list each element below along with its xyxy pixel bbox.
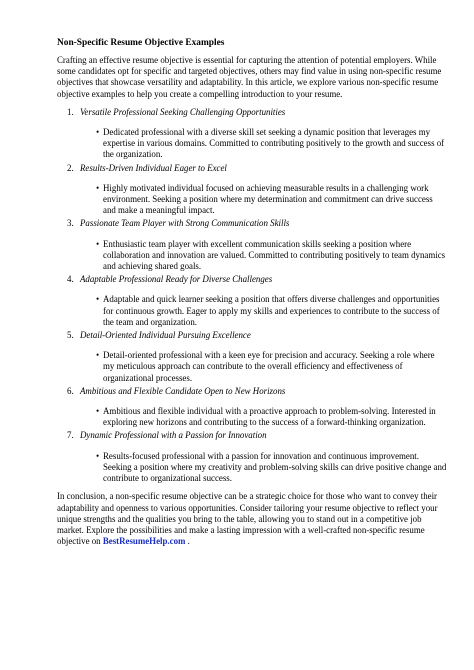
bullet-icon: • [96, 127, 100, 138]
objective-bullet [96, 127, 447, 161]
objective-list [57, 107, 447, 484]
objective-bullet [96, 450, 447, 485]
best-resume-help-link[interactable]: BestResumeHelp.com [102, 536, 186, 547]
bullet-icon: • [96, 350, 100, 361]
objective-bullet [96, 238, 447, 273]
objective-bullet [96, 406, 447, 428]
objective-heading-text: Passionate Team Player with Strong Communication Skills [80, 218, 290, 229]
objective-heading [57, 163, 447, 174]
objective-number: 4. [67, 274, 74, 285]
list-item [57, 430, 447, 484]
list-item [57, 330, 447, 384]
objective-heading [57, 430, 447, 441]
objective-heading [57, 107, 447, 118]
objective-heading-text: Adaptable Professional Ready for Diverse Challenges [80, 274, 273, 285]
bullet-icon: • [96, 406, 100, 417]
objective-number: 2. [67, 162, 74, 173]
conclusion-end: . [185, 536, 190, 547]
intro-paragraph: Crafting an effective resume objective is essential for capturing the attention of potential employers. While some candidates opt for specific and targeted objectives, others may find value in using non-specific resume objectives that showcase versatility and adaptability. In this article, we explore various non-specific resume objective examples to help you create a compelling introduction to your resume. [57, 55, 442, 99]
bullet-icon: • [96, 182, 100, 193]
objective-heading [57, 386, 447, 397]
objective-heading-text: Detail-Oriented Individual Pursuing Excellence [80, 330, 251, 341]
objective-bullet-text: Detail-oriented professional with a keen eye for precision and accuracy. Seeking a role where my meticulous approach can contribute to the overall efficiency and effectiveness of organizational processes. [103, 350, 435, 383]
objective-heading [57, 330, 447, 341]
objective-bullet-text: Enthusiastic team player with excellent communication skills seeking a position where collaboration and innovation are valued. Committed to contributing positively to team dynamics and achieving shared goals. [103, 238, 446, 272]
objective-bullet [96, 182, 447, 217]
objective-bullet-text: Ambitious and flexible individual with a proactive approach to problem-solving. Interested in exploring new horizons and contributing to the success of a forward-thinking organization. [103, 406, 436, 428]
bullet-icon: • [96, 238, 100, 249]
objective-bullet-text: Highly motivated individual focused on achieving measurable results in a challenging work environment. Seeking a position where my determination and commitment can drive success and make a meaningful impact. [103, 182, 433, 216]
list-item [57, 274, 447, 328]
objective-number: 6. [67, 385, 74, 396]
objective-heading [57, 274, 447, 285]
objective-heading-text: Versatile Professional Seeking Challenging Opportunities [80, 106, 286, 117]
list-item [57, 386, 447, 429]
list-item [57, 218, 447, 272]
bullet-icon: • [96, 450, 100, 461]
list-item [57, 163, 447, 217]
objective-heading-text: Results-Driven Individual Eager to Excel [80, 162, 227, 173]
document-title: Non-Specific Resume Objective Examples [57, 38, 225, 48]
objective-bullet-text: Dedicated professional with a diverse skill set seeking a dynamic position that leverages my expertise in various domains. Committed to contributing positively to the growth and success of the organization. [103, 127, 445, 160]
objective-number: 1. [67, 106, 74, 117]
objective-heading [57, 218, 447, 229]
bullet-icon: • [96, 294, 100, 305]
objective-number: 5. [67, 330, 74, 341]
objective-bullet-text: Adaptable and quick learner seeking a position that offers diverse challenges and opportunities for continuous growth. Eager to apply my skills and experiences to contribute to the success of the team and organization. [103, 294, 440, 327]
document-page [57, 37, 447, 547]
objective-bullet-text: Results-focused professional with a passion for innovation and continuous improvement. Seeking a position where my creativity and problem-solving skills can drive positive change and contribute to organizational success. [103, 450, 447, 484]
objective-bullet [96, 350, 447, 384]
conclusion-text: In conclusion, a non-specific resume objective can be a strategic choice for those who want to convey their adaptability and openness to various opportunities. Consider tailoring your resume objective to reflect your unique strengths and the qualities you bring to the table, allowing you to stand out in a competitive job market. Explore the possibilities and make a lasting impression with a well-crafted non-specific resume objective on [57, 491, 438, 547]
list-item [57, 107, 447, 161]
objective-number: 3. [67, 218, 74, 229]
objective-number: 7. [67, 430, 74, 441]
conclusion-paragraph [57, 491, 447, 547]
objective-bullet [96, 294, 447, 328]
objective-heading-text: Dynamic Professional with a Passion for Innovation [80, 430, 267, 441]
objective-heading-text: Ambitious and Flexible Candidate Open to New Horizons [80, 385, 286, 396]
